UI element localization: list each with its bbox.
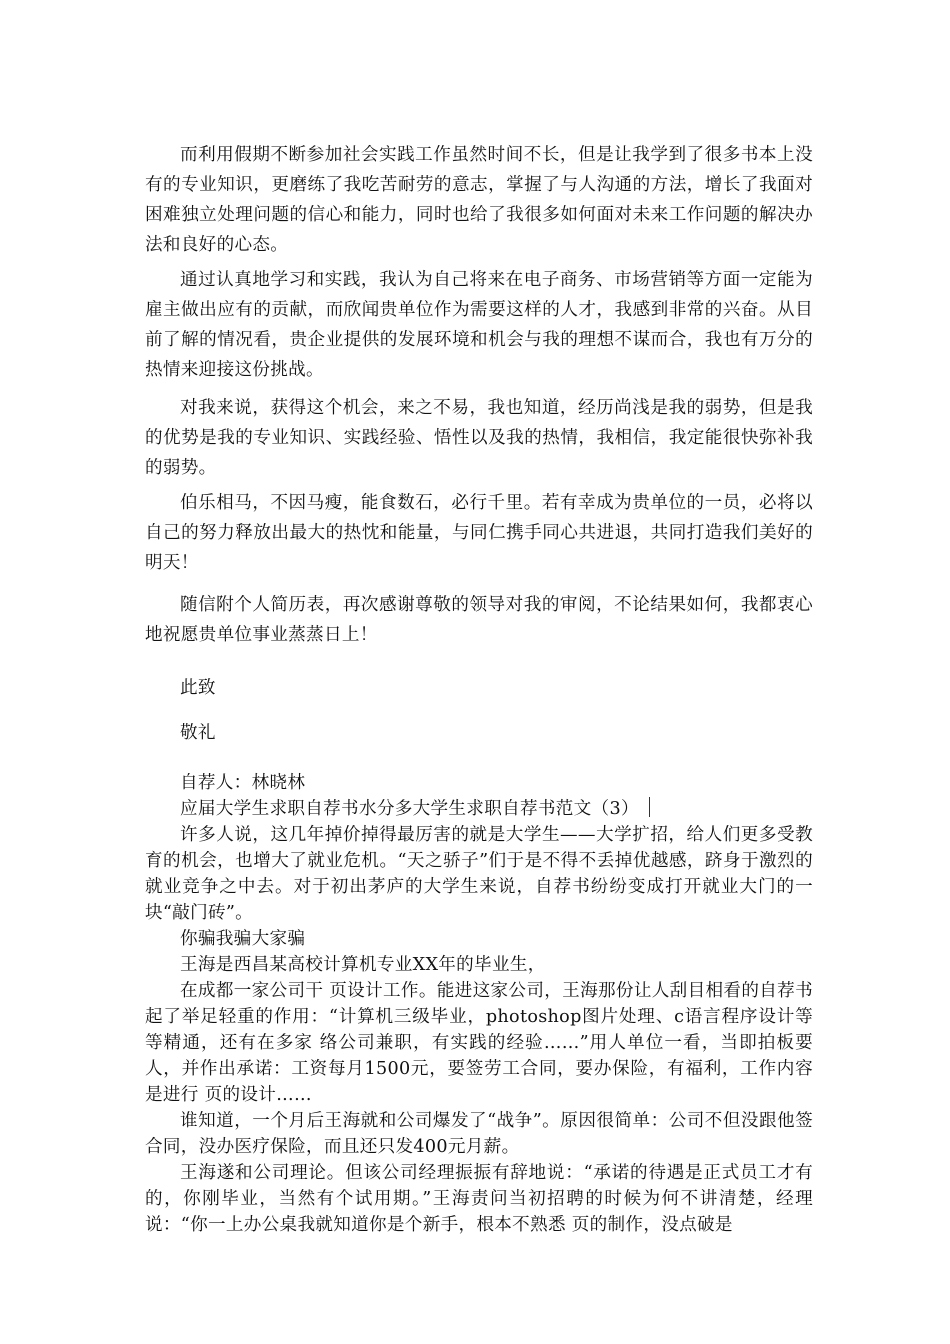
paragraph-contribution: 通过认真地学习和实践，我认为自己将来在电子商务、市场营销等方面一定能为雇主做出应有的贡献，而欣闻贵单位作为需要这样的人才，我感到非常的兴奋。从目前了解的情况看，贵企业提供的发展环境和机会与我的理想不谋而合，我也有万分的热情来迎接这份挑战。 xyxy=(145,270,813,380)
paragraph-bole: 伯乐相马，不因马瘦，能食数石，必行千里。若有幸成为贵单位的一员，必将以自己的努力释放出最大的热忱和能量，与同仁携手同心共进退，共同打造我们美好的明天！ xyxy=(145,493,813,573)
paragraph-intro: 许多人说，这几年掉价掉得最厉害的就是大学生——大学扩招，给人们更多受教育的机会，也增大了就业危机。“天之骄子”们于是不得不丢掉优越感，跻身于激烈的就业竞争之中去。对于初出茅庐的大学生来说，自荐书纷纷变成打开就业大门的一块“敲门砖”。 xyxy=(145,825,813,923)
section-title-text: 应届大学生求职自荐书水分多大学生求职自荐书范文（3） xyxy=(180,799,639,819)
subheading: 你骗我骗大家骗 xyxy=(180,929,306,949)
closing-jingli: 敬礼 xyxy=(180,723,216,743)
signature: 自荐人：林晓林 xyxy=(180,773,306,793)
paragraph-resume: 随信附个人简历表，再次感谢尊敬的领导对我的审阅，不论结果如何，我都衷心地祝愿贵单位事业蒸蒸日上！ xyxy=(145,595,813,645)
section-title xyxy=(145,796,813,822)
document-page xyxy=(145,0,813,1344)
closing-cizhi: 此致 xyxy=(180,678,216,698)
paragraph-wanghai-intro: 王海是西昌某高校计算机专业XX年的毕业生， xyxy=(180,955,546,975)
paragraph-wanghai-job: 在成都一家公司干 页设计工作。能进这家公司，王海那份让人刮目相看的自荐书起了举足轻重的作用：“计算机三级毕业，photoshop图片处理、c语言程序设计等等精通，还有在多家 络公司兼职，有实践的经验……”用人单位一看，当即拍板要人，并作出承诺：工资每月1500元，要签劳工合同，要办保险，有福利，工作内容是进行 页的设计…… xyxy=(145,981,813,1105)
text-cursor xyxy=(649,797,650,817)
paragraph-argument: 王海遂和公司理论。但该公司经理振振有辞地说：“承诺的待遇是正式员工才有的，你刚毕业，当然有个试用期。”王海责问当初招聘的时候为何不讲清楚，经理说：“你一上办公桌我就知道你是个新手，根本不熟悉 页的制作，没点破是 xyxy=(145,1163,813,1235)
paragraph-practice: 而利用假期不断参加社会实践工作虽然时间不长，但是让我学到了很多书本上没有的专业知识，更磨练了我吃苦耐劳的意志，掌握了与人沟通的方法，增长了我面对困难独立处理问题的信心和能力，同时也给了我很多如何面对未来工作问题的解决办法和良好的心态。 xyxy=(145,145,813,255)
paragraph-strengths: 对我来说，获得这个机会，来之不易，我也知道，经历尚浅是我的弱势，但是我的优势是我的专业知识、实践经验、悟性以及我的热情，我相信，我定能很快弥补我的弱势。 xyxy=(145,398,813,478)
paragraph-war: 谁知道，一个月后王海就和公司爆发了“战争”。原因很简单：公司不但没跟他签合同，没办医疗保险，而且还只发400元月薪。 xyxy=(145,1111,813,1157)
